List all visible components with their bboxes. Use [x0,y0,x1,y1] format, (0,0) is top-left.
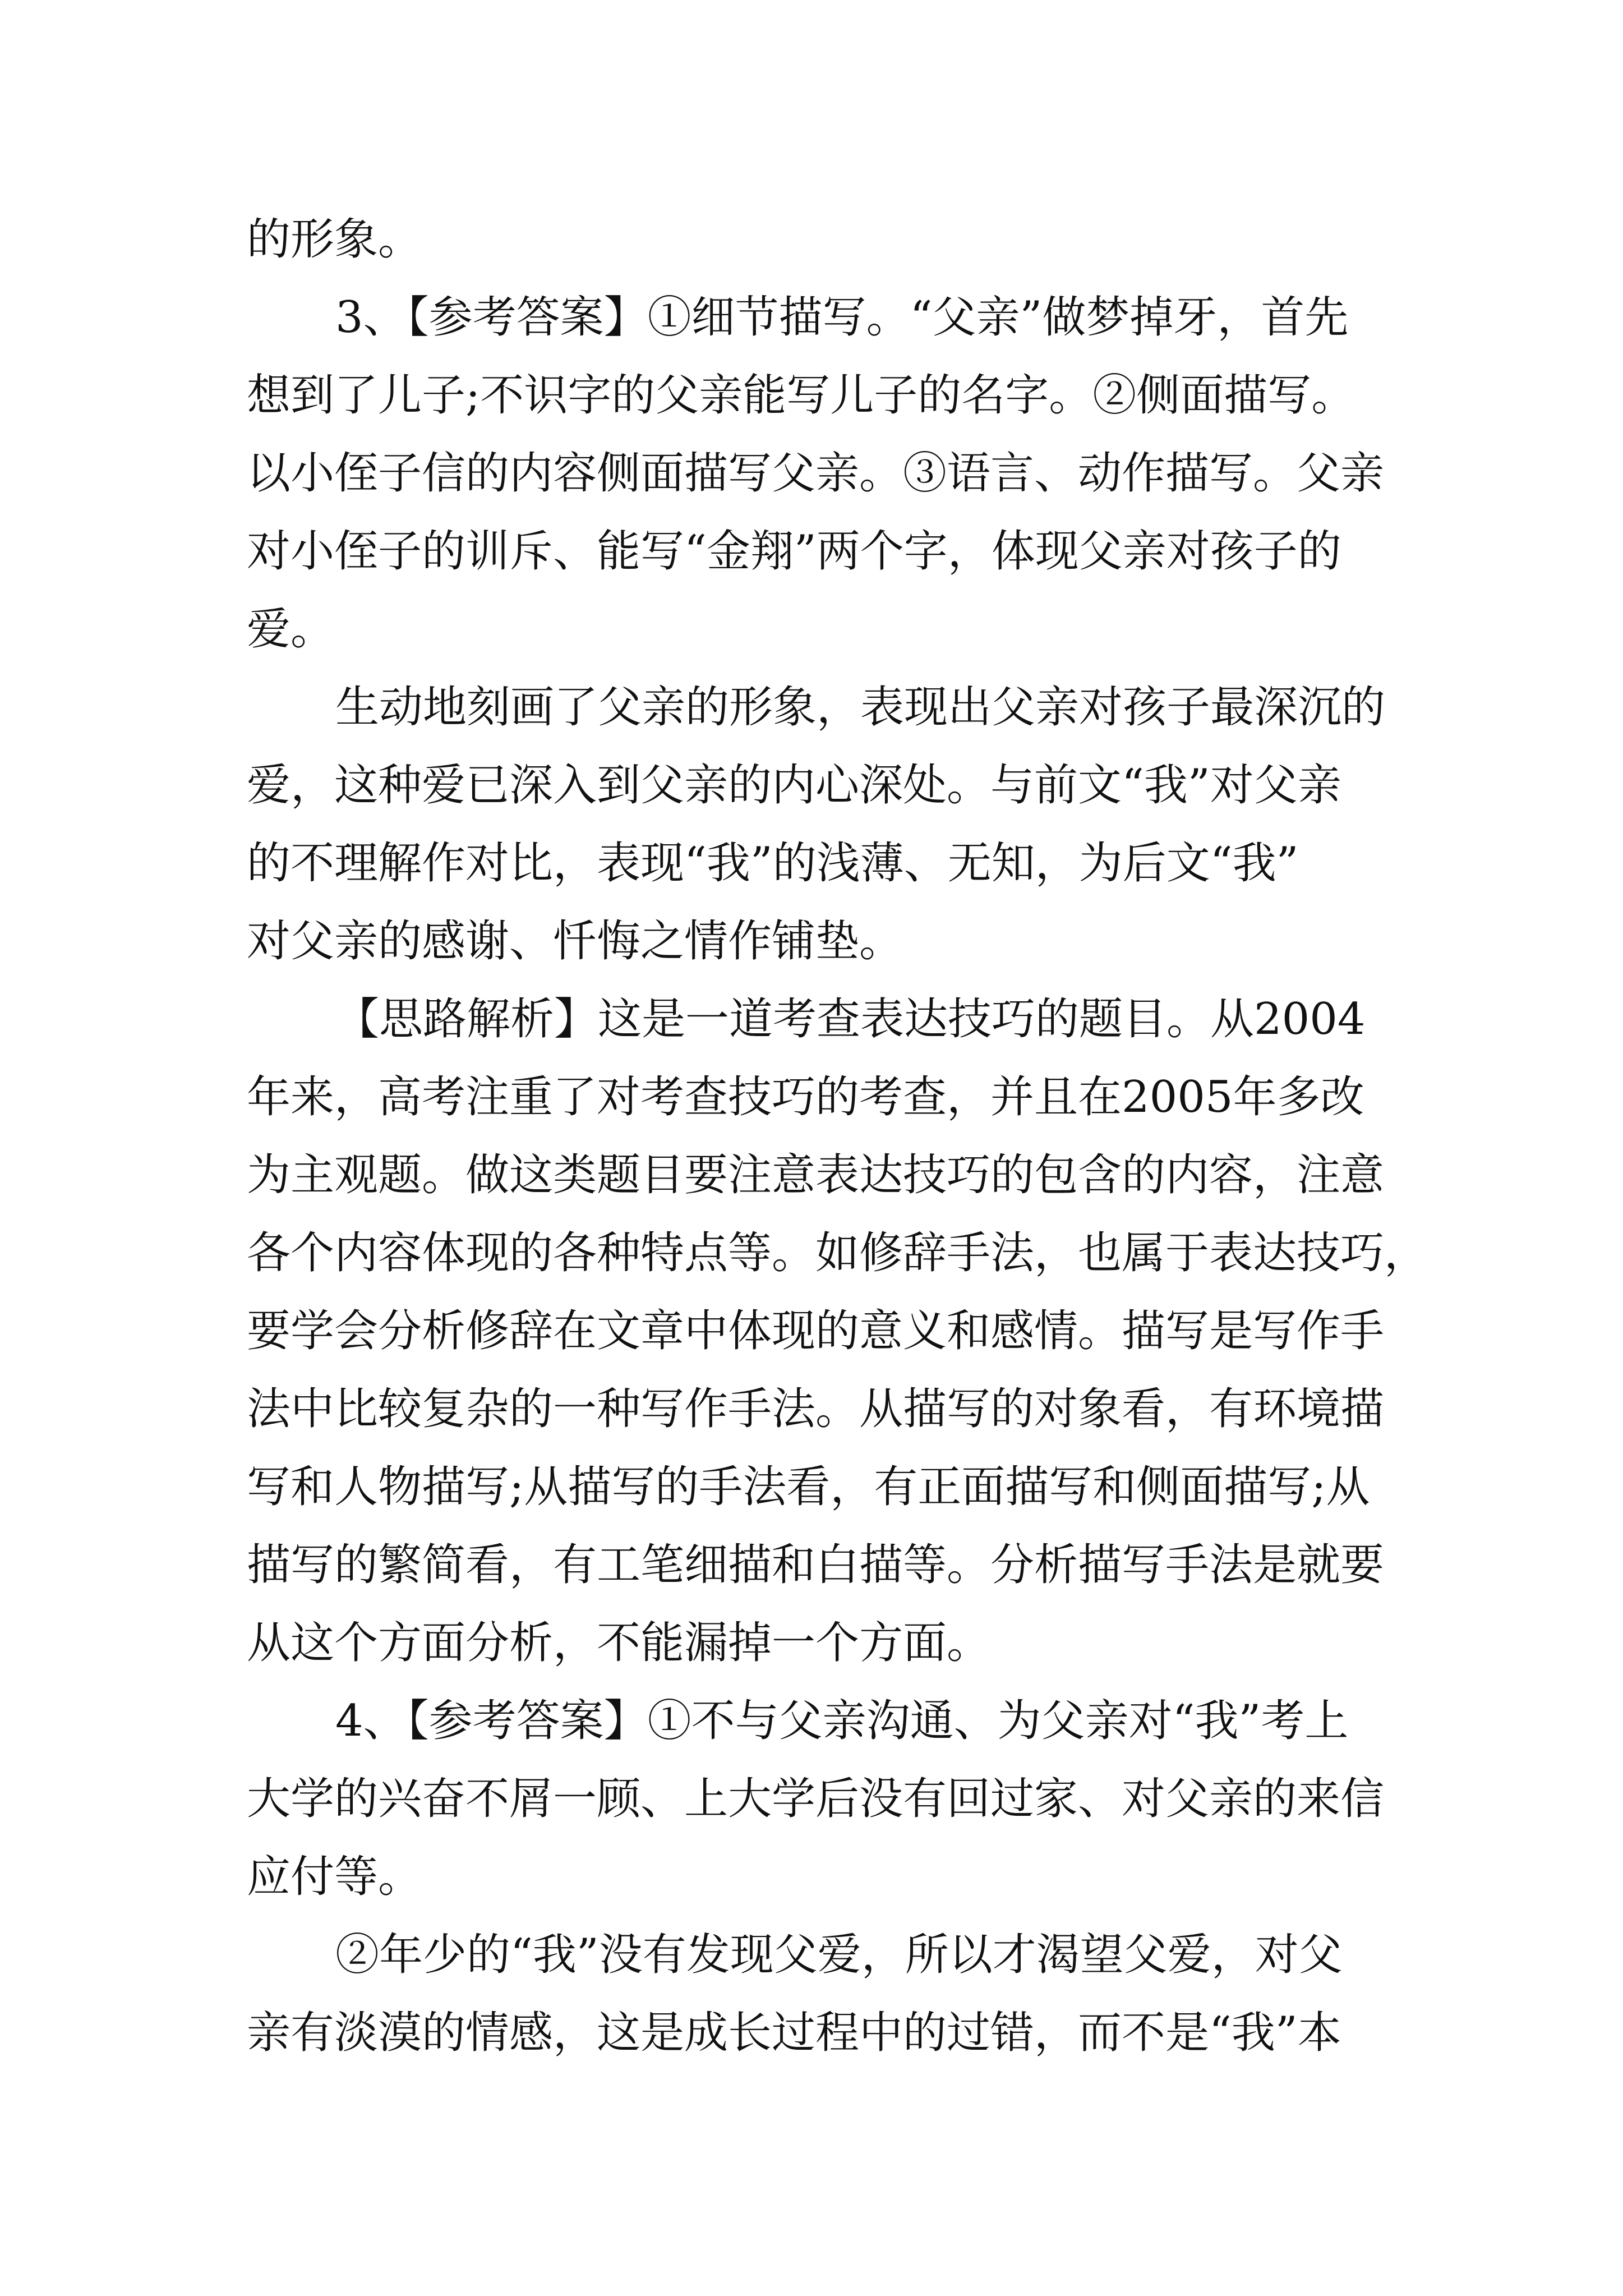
text-line: ②年少的“我”没有发现父爱，所以才渴望父爱，对父 [335,1930,1343,1980]
text-line: 各个内容体现的各种特点等。如修辞手法，也属于表达技巧， [247,1228,1428,1278]
text-line: 大学的兴奋不屑一顾、上大学后没有回过家、对父亲的来信 [247,1774,1385,1824]
text-line: 亲有淡漠的情感，这是成长过程中的过错，而不是“我”本 [247,2008,1341,2058]
text-line: 4、【参考答案】①不与父亲沟通、为父亲对“我”考上 [335,1696,1349,1746]
text-line: 为主观题。做这类题目要注意表达技巧的包含的内容，注意 [247,1150,1385,1200]
text-line: 从这个方面分析，不能漏掉一个方面。 [247,1618,991,1668]
text-line: 法中比较复杂的一种写作手法。从描写的对象看，有环境描 [247,1384,1385,1434]
text-line: 以小侄子信的内容侧面描写父亲。③语言、动作描写。父亲 [247,448,1385,499]
text-line: 对小侄子的训斥、能写“金翔”两个字，体现父亲对孩子的 [247,526,1341,577]
text-line: 爱，这种爱已深入到父亲的内心深处。与前文“我”对父亲 [247,760,1341,811]
text-line: 应付等。 [247,1852,422,1902]
text-line: 的不理解作对比，表现“我”的浅薄、无知，为后文“我” [247,838,1299,889]
text-line: 【思路解析】这是一道考查表达技巧的题目。从2004 [335,994,1366,1045]
text-line: 要学会分析修辞在文章中体现的意义和感情。描写是写作手 [247,1306,1385,1356]
text-line: 3、【参考答案】①细节描写。“父亲”做梦掉牙，首先 [335,292,1349,343]
text-line: 想到了儿子;不识字的父亲能写儿子的名字。②侧面描写。 [247,370,1355,421]
text-line: 描写的繁简看，有工笔细描和白描等。分析描写手法是就要 [247,1540,1385,1590]
text-line: 爱。 [247,604,335,655]
text-line: 年来，高考注重了对考查技巧的考查，并且在2005年多改 [247,1072,1364,1122]
text-line: 对父亲的感谢、忏悔之情作铺垫。 [247,916,903,967]
text-line: 生动地刻画了父亲的形象，表现出父亲对孩子最深沉的 [335,682,1386,733]
text-line: 的形象。 [247,214,422,265]
text-line: 写和人物描写;从描写的手法看，有正面描写和侧面描写;从 [247,1462,1370,1512]
